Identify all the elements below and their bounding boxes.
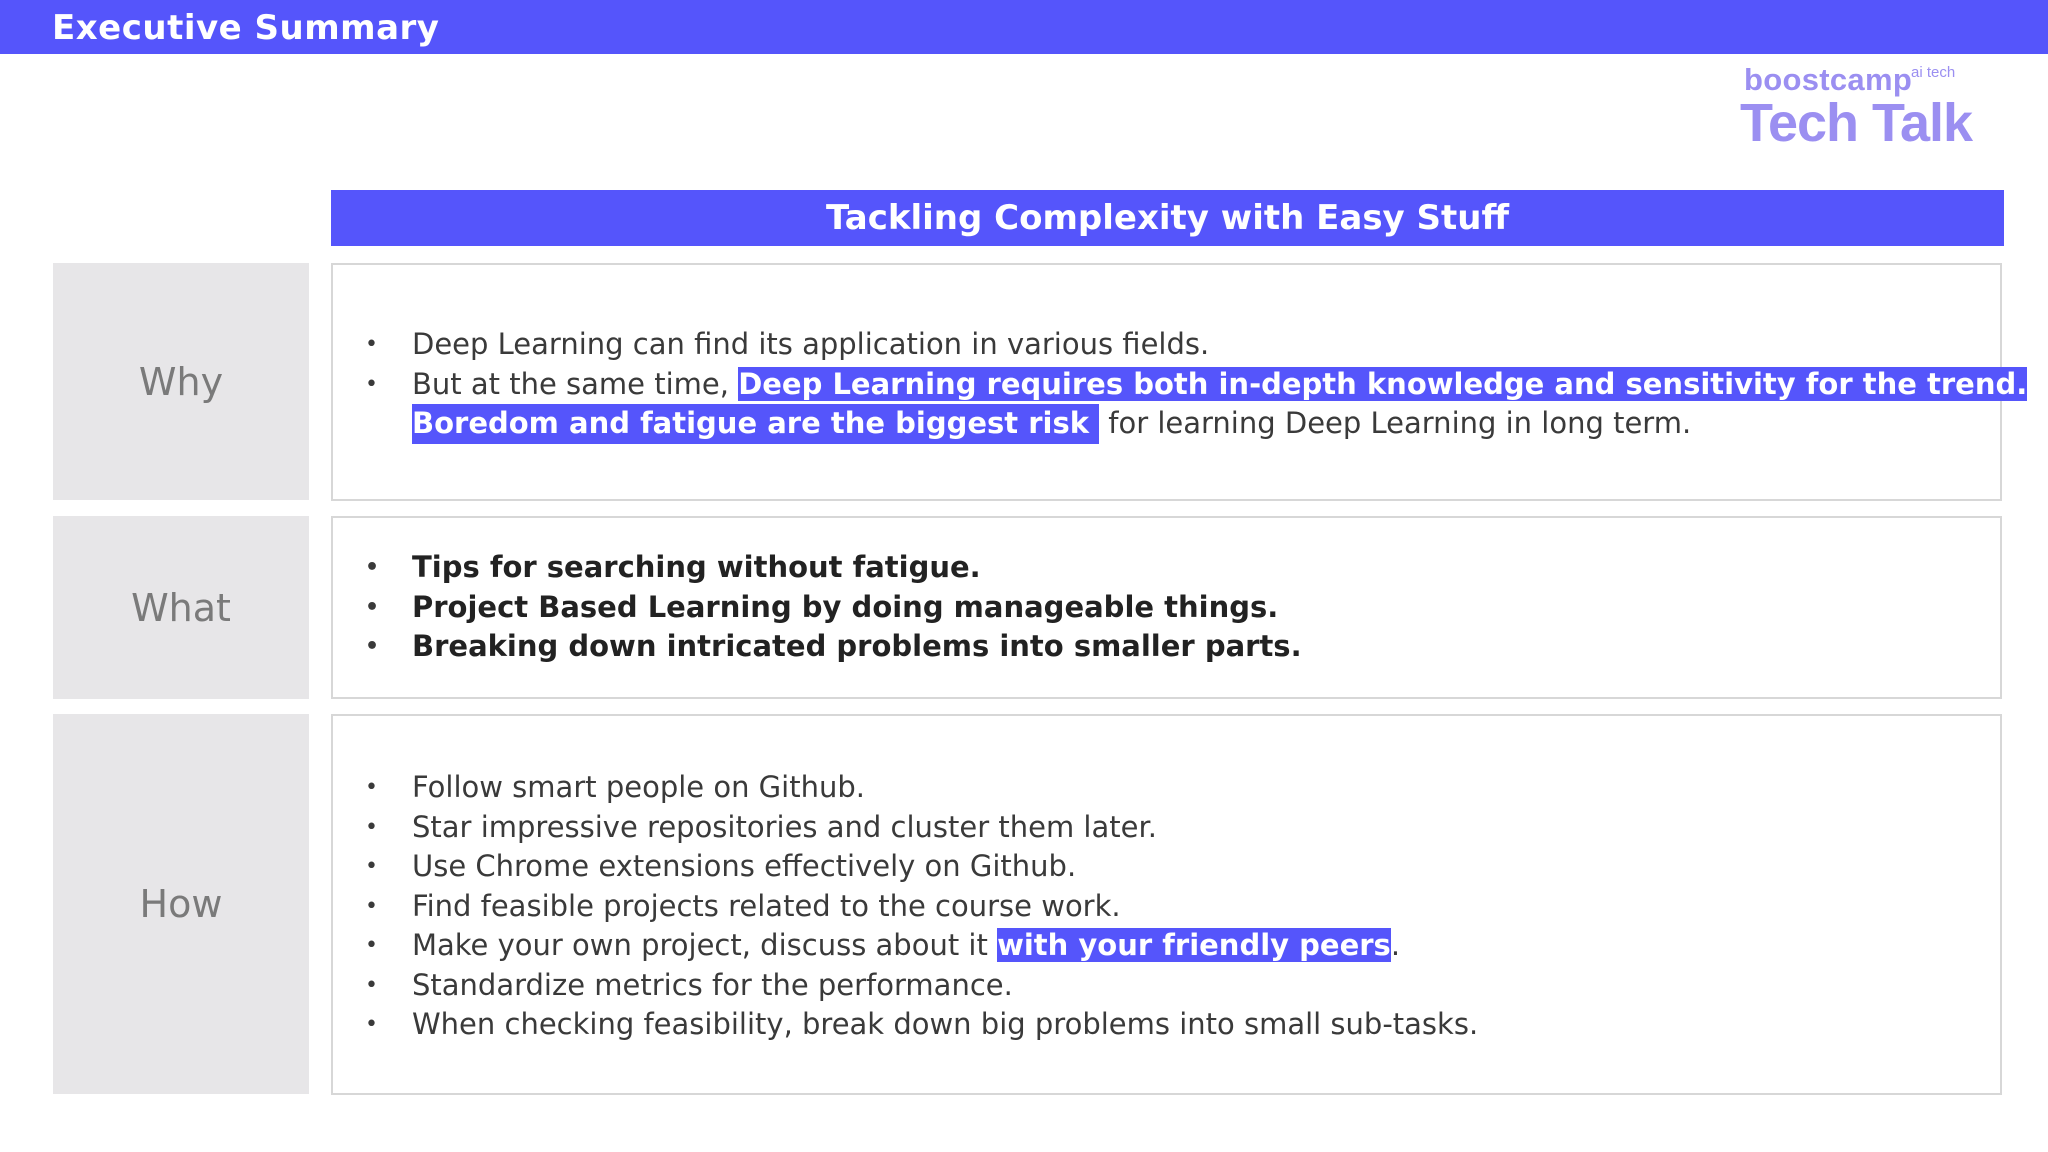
- how-peer-suffix: .: [1390, 928, 1401, 962]
- list-item: • When checking feasibility, break down big problems into small sub-tasks.: [333, 1005, 2000, 1045]
- what-content-box: [331, 516, 2002, 699]
- list-item-continuation: [333, 404, 2000, 444]
- why-item-2-suffix: for learning Deep Learning in long term.: [1099, 406, 1692, 440]
- how-label: How: [139, 882, 223, 926]
- why-item-1: Deep Learning can find its application in various fields.: [412, 327, 1210, 361]
- list-item: [333, 926, 2000, 966]
- list-item: • Breaking down intricated problems into smaller parts.: [333, 627, 2000, 667]
- list-item: • Follow smart people on Github.: [333, 768, 2000, 808]
- logo-title-text: Tech Talk: [1740, 93, 1973, 153]
- why-highlight-2: Boredom and fatigue are the biggest risk: [412, 404, 1099, 444]
- how-peer-highlight: with your friendly peers: [997, 928, 1391, 962]
- list-item: • Standardize metrics for the performance.: [333, 966, 2000, 1006]
- page-title: Executive Summary: [52, 8, 440, 48]
- why-label: Why: [138, 359, 224, 404]
- section-header: Tackling Complexity with Easy Stuff: [331, 190, 2004, 246]
- list-item: • Star impressive repositories and cluster them later.: [333, 808, 2000, 848]
- how-label-box: [53, 714, 309, 1094]
- list-item: [333, 365, 2028, 405]
- why-item-2-prefix: But at the same time,: [412, 366, 739, 401]
- why-label-box: [53, 263, 309, 500]
- what-label: What: [131, 585, 231, 630]
- logo-brand-text: boostcamp: [1744, 62, 1913, 97]
- how-list: [333, 768, 2000, 1045]
- list-item: [333, 325, 2000, 365]
- top-banner: [0, 0, 2048, 54]
- how-peer-prefix: Make your own project, discuss about it: [412, 928, 998, 962]
- what-list: [333, 548, 2000, 667]
- how-content-box: [331, 714, 2002, 1095]
- list-item: • Find feasible projects related to the course work.: [333, 887, 2000, 927]
- logo-tag-text: ai tech: [1911, 64, 1956, 81]
- list-item: • Tips for searching without fatigue.: [333, 548, 2000, 588]
- list-item: • Use Chrome extensions effectively on Github.: [333, 847, 2000, 887]
- what-label-box: [53, 516, 309, 699]
- why-list: [333, 325, 2028, 444]
- why-content-box: [331, 263, 2028, 501]
- boostcamp-logo: [1740, 60, 2010, 156]
- list-item: • Project Based Learning by doing manageable things.: [333, 588, 2000, 628]
- why-highlight-1: Deep Learning requires both in-depth knowledge and sensitivity for the trend.: [738, 366, 2028, 401]
